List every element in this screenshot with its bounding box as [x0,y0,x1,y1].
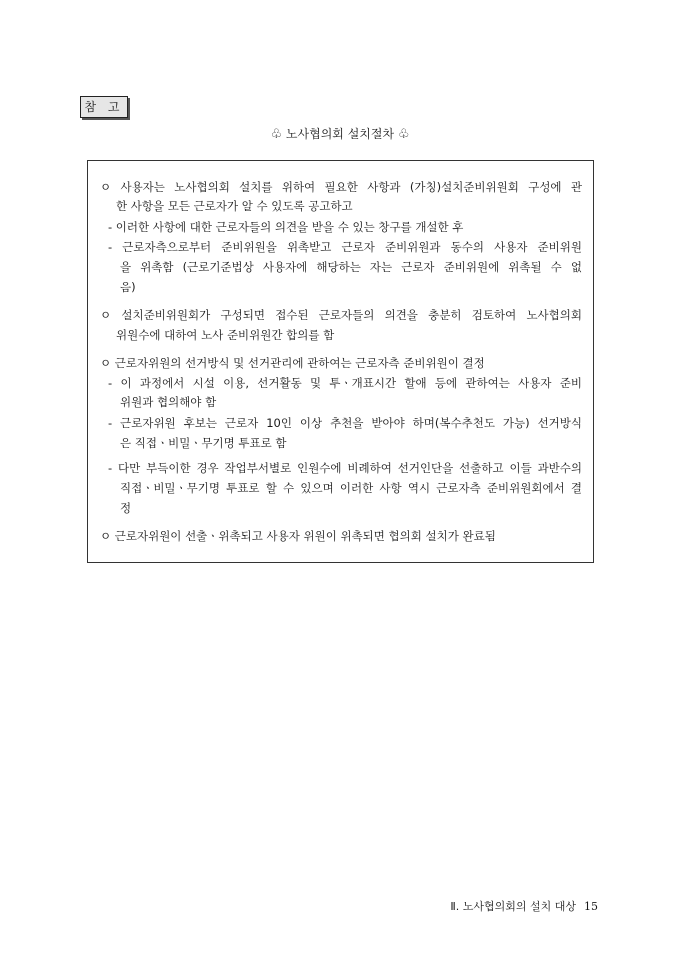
bullet-line: ㅇ 근로자위원이 선출ㆍ위촉되고 사용자 위원이 위촉되면 협의회 설치가 완료됨 [100,529,496,543]
section-title: 노사협의회 설치절차 [285,127,395,141]
dash-line-cont: 직접ㆍ비밀ㆍ무기명 투표로 할 수 있으며 이러한 사항 역시 근로자측 준비위원회에서 결 [120,481,582,495]
dash-line-cont: 은 직접ㆍ비밀ㆍ무기명 투표로 함 [120,436,287,450]
procedure-box [87,160,594,563]
dash-line-cont: 음) [120,280,136,294]
bullet-line-cont: 위원수에 대하여 노사 준비위원간 합의를 함 [116,328,335,342]
page-footer [450,899,598,915]
bullet-line: ㅇ 근로자위원의 선거방식 및 선거관리에 관하여는 근로자측 준비위원이 결정 [100,356,485,370]
section-title-row [0,124,680,145]
club-symbol-icon: ♧ [270,127,283,142]
dash-line-cont: 정 [120,501,132,515]
dash-line: - 근로자위원 후보는 근로자 10인 이상 추천을 받아야 하며(복수추천도 가능) 선거방식 [108,416,582,430]
page-number: 15 [584,900,598,913]
dash-line: - 근로자측으로부터 준비위원을 위촉받고 근로자 준비위원과 동수의 사용자 준비위원 [108,240,582,254]
dash-line: - 다만 부득이한 경우 작업부서별로 인원수에 비례하여 선거인단을 선출하고 이들 과반수의 [108,461,582,475]
bullet-line: ㅇ 설치준비위원회가 구성되면 접수된 근로자들의 의견을 충분히 검토하여 노사협의회 [100,308,582,322]
bullet-line-cont: 한 사항을 모든 근로자가 알 수 있도록 공고하고 [116,199,353,213]
dash-line-cont: 을 위촉함 (근로기준법상 사용자에 해당하는 자는 근로자 준비위원에 위촉될 수 없 [120,260,582,274]
dash-line-cont: 위원과 협의해야 함 [120,395,217,409]
club-symbol-icon: ♧ [397,127,410,142]
footer-chapter: Ⅱ. 노사협의회의 설치 대상 [450,900,576,913]
reference-tag: 참 고 [80,96,128,118]
dash-line: - 이 과정에서 시설 이용, 선거활동 및 투ㆍ개표시간 할애 등에 관하여는 사용자 준비 [108,376,582,390]
bullet-line: ㅇ 사용자는 노사협의회 설치를 위하여 필요한 사항과 (가칭)설치준비위원회 구성에 관 [100,180,582,194]
dash-line: - 이러한 사항에 대한 근로자들의 의견을 받을 수 있는 창구를 개설한 후 [108,220,464,234]
